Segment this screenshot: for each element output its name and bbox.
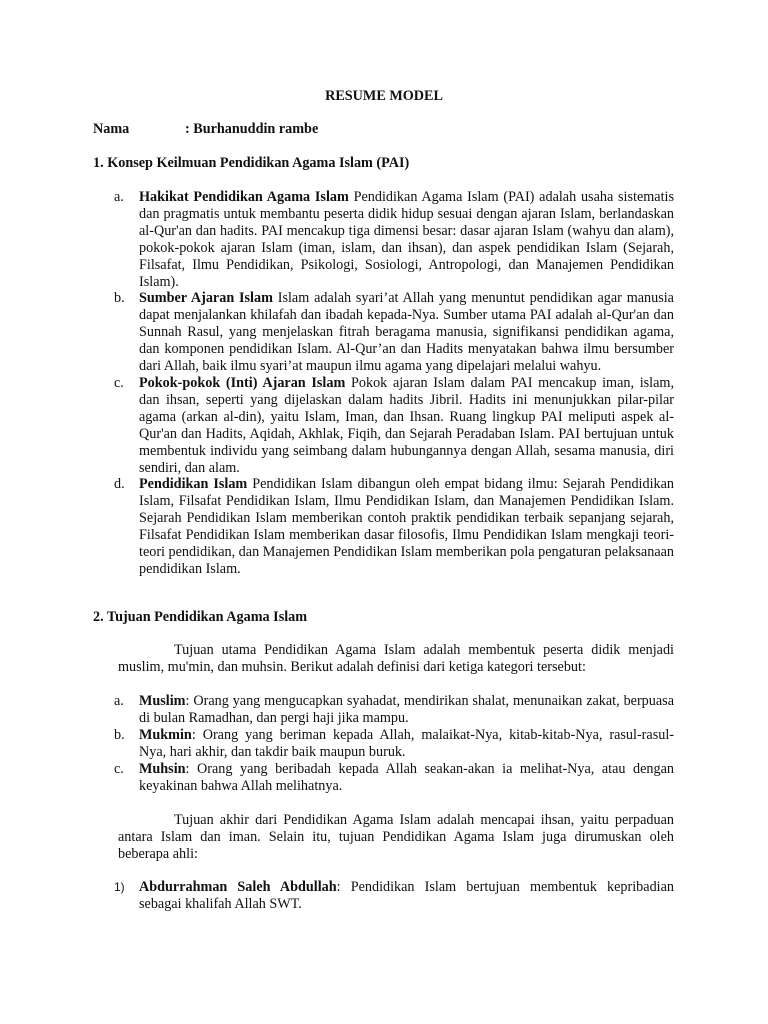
list-term: Muslim [139, 693, 186, 709]
list-text: Pendidikan Agama Islam (PAI) adalah usaha sistematis dan pragmatis untuk membantu peserta didik hidup sesuai dengan ajaran Islam, berlandaskan al-Qur'an dan hadits. PAI mencakup tiga dimensi besar: dasar ajaran Islam (wahyu dan alam), pokok-pokok ajaran Islam (iman, islam, dan ihsan), dan aspek pendidikan Islam (Sejarah, Filsafat, Ilmu Pendidikan, Psikologi, Sosiologi, Antropologi, dan Manajemen Pendidikan Islam). [139, 189, 674, 290]
list-item [114, 693, 674, 727]
list-term: Abdurrahman Saleh Abdullah [139, 879, 337, 895]
list-item [114, 476, 674, 577]
document-title: RESUME MODEL [325, 88, 443, 104]
list-marker: c. [114, 374, 124, 391]
list-term: Muhsin [139, 760, 186, 777]
list-text: Islam adalah syari’at Allah yang menuntut pendidikan agar manusia dapat menjalankan khilafah dan ibadah kepada-Nya. Sumber utama PAI adalah al-Qur'an dan Sunnah Rasul, yang menjelaskan fitrah beragama manusia, signifikansi pendidikan agama, dan komponen pendidikan Islam. Al-Qur’an dan Hadits menyatakan bahwa ilmu bersumber dari Allah, baik ilmu syari’at maupun ilmu agama yang dipelajari melalui wahyu. [139, 290, 674, 375]
name-value: : Burhanuddin rambe [185, 121, 319, 137]
list-marker: a. [114, 693, 124, 709]
section-1-heading: 1. Konsep Keilmuan Pendidikan Agama Islam (PAI) [93, 155, 410, 171]
section-2-heading: 2. Tujuan Pendidikan Agama Islam [93, 609, 308, 625]
name-label: Nama [93, 121, 130, 137]
list-item [114, 189, 674, 290]
section-2-intro: Tujuan utama Pendidikan Agama Islam adalah membentuk peserta didik menjadi muslim, mu'min, dan muhsin. Berikut adalah definisi dari ketiga kategori tersebut: [118, 642, 674, 675]
list-term: Sumber Ajaran Islam [139, 290, 273, 307]
list-term: Pendidikan Islam [139, 476, 248, 493]
list-item [114, 290, 674, 375]
list-term: Pokok-pokok (Inti) Ajaran Islam [139, 374, 346, 391]
list-marker: c. [114, 760, 124, 777]
list-term: Mukmin [139, 726, 192, 743]
section-2-list [114, 693, 674, 794]
list-term: Hakikat Pendidikan Agama Islam [139, 189, 349, 205]
list-text: : Orang yang beriman kepada Allah, malaikat-Nya, kitab-kitab-Nya, rasul-rasul-Nya, hari akhir, dan takdir baik maupun buruk. [139, 726, 674, 760]
section-1-list [114, 189, 674, 578]
list-item [114, 375, 674, 476]
list-marker: b. [114, 726, 125, 743]
list-item [114, 879, 674, 913]
list-item [114, 727, 674, 761]
list-marker: d. [114, 476, 125, 493]
experts-list [114, 879, 674, 913]
list-marker: a. [114, 189, 124, 205]
list-item [114, 761, 674, 795]
list-text: : Pendidikan Islam bertujuan membentuk kepribadian sebagai khalifah Allah SWT. [139, 879, 675, 912]
list-marker: b. [114, 290, 125, 307]
list-text: Pokok ajaran Islam dalam PAI mencakup iman, islam, dan ihsan, seperti yang dijelaskan dalam hadits Jibril. Hadits ini menunjukkan pilar-pilar agama (arkan al-din), yaitu Islam, Iman, dan Ihsan. Ruang lingkup PAI meliputi aspek al-Qur'an dan Hadits, Aqidah, Akhlak, Fiqih, dan Sejarah Peradaban Islam. PAI bertujuan untuk membentuk individu yang seimbang dalam hubungannya dengan Allah, sesama manusia, diri sendiri, dan alam. [139, 374, 675, 476]
list-text: Pendidikan Islam dibangun oleh empat bidang ilmu: Sejarah Pendidikan Islam, Filsafat Pendidikan Islam, Ilmu Pendidikan Islam, dan Manajemen Pendidikan Islam. Sejarah Pendidikan Islam memberikan contoh praktik pendidikan terbaik sepanjang sejarah, Filsafat Pendidikan Islam memberikan dasar filosofis, Ilmu Pendidikan Islam mengkaji teori-teori pendidikan, dan Manajemen Pendidikan Islam memberikan pola pengaturan pelaksanaan pendidikan Islam. [139, 476, 675, 577]
name-row [93, 121, 318, 138]
list-marker: 1) [114, 880, 125, 894]
list-text: : Orang yang beribadah kepada Allah seakan-akan ia melihat-Nya, atau dengan keyakinan bahwa Allah melihatnya. [139, 760, 674, 794]
list-text: : Orang yang mengucapkan syahadat, mendirikan shalat, menunaikan zakat, berpuasa di bulan Ramadhan, dan pergi haji jika mampu. [139, 693, 674, 726]
section-2-paragraph-2: Tujuan akhir dari Pendidikan Agama Islam adalah mencapai ihsan, yaitu perpaduan antara Islam dan iman. Selain itu, tujuan Pendidikan Agama Islam juga dirumuskan oleh beberapa ahli: [118, 812, 674, 862]
